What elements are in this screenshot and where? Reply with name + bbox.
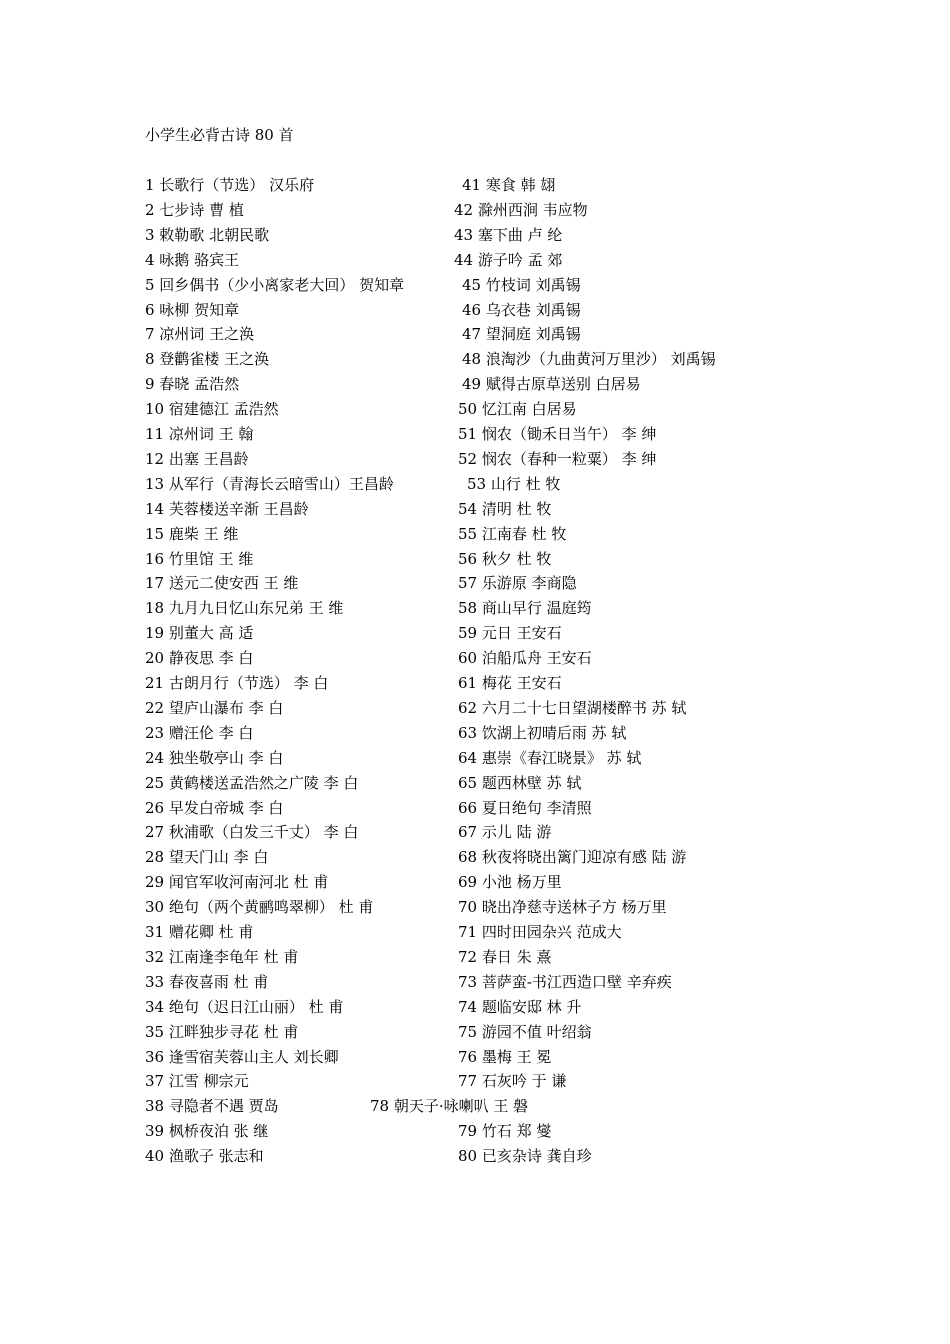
- poem-entry: 30 绝句（两个黄鹂鸣翠柳） 杜 甫: [145, 898, 374, 917]
- poem-entry: 1 长歌行（节选） 汉乐府: [145, 176, 315, 194]
- poem-entry: 17 送元二使安西 王 维: [145, 574, 299, 593]
- poem-entry: 55 江南春 杜 牧: [458, 524, 567, 543]
- poem-entry: 69 小池 杨万里: [458, 873, 562, 892]
- poem-entry: 27 秋浦歌（白发三千丈） 李 白: [145, 823, 359, 842]
- poem-entry: 77 石灰吟 于 谦: [458, 1072, 567, 1091]
- poem-entry: 15 鹿柴 王 维: [145, 524, 239, 543]
- poem-entry: 22 望庐山瀑布 李 白: [145, 698, 284, 717]
- poem-entry: 16 竹里馆 王 维: [145, 549, 254, 568]
- poem-entry: 14 芙蓉楼送辛渐 王昌龄: [145, 499, 309, 518]
- poem-entry: 4 咏鹅 骆宾王: [145, 250, 240, 269]
- poem-entry: 46 乌衣巷 刘禹锡: [462, 300, 581, 319]
- poem-entry: 24 独坐敬亭山 李 白: [145, 748, 284, 767]
- poem-entry: 23 赠汪伦 李 白: [145, 723, 254, 742]
- poem-entry: 38 寻隐者不遇 贾岛: [145, 1097, 279, 1116]
- poem-entry: 75 游园不值 叶绍翁: [458, 1022, 592, 1041]
- poem-entry: 58 商山早行 温庭筠: [458, 599, 592, 618]
- poem-entry: 44 游子吟 孟 郊: [454, 250, 563, 269]
- poem-entry: 71 四时田园杂兴 范成大: [458, 923, 622, 941]
- poem-entry: 41 寒食 韩 翃: [462, 176, 556, 194]
- poem-entry: 12 出塞 王昌龄: [145, 449, 249, 468]
- poem-entry: 60 泊船瓜舟 王安石: [458, 649, 592, 668]
- poem-entry: 6 咏柳 贺知章: [145, 300, 240, 319]
- poem-entry: 70 晓出净慈寺送林子方 杨万里: [458, 898, 667, 917]
- poem-entry: 42 滁州西涧 韦应物: [454, 200, 588, 219]
- poem-entry: 66 夏日绝句 李清照: [458, 798, 592, 817]
- poem-entry: 11 凉州词 王 翰: [145, 425, 254, 443]
- poem-entry: 78 朝天子·咏喇叭 王 磐: [370, 1097, 529, 1116]
- poem-entry: 39 枫桥夜泊 张 继: [145, 1122, 269, 1141]
- poem-entry: 18 九月九日忆山东兄弟 王 维: [145, 599, 344, 618]
- poem-entry: 73 菩萨蛮-书江西造口壁 辛弃疾: [458, 972, 672, 991]
- poem-entry: 52 悯农（春种一粒粟） 李 绅: [458, 449, 657, 468]
- poem-entry: 67 示儿 陆 游: [458, 823, 552, 842]
- poem-entry: 8 登鹳雀楼 王之涣: [145, 350, 270, 369]
- poem-entry: 61 梅花 王安石: [458, 674, 562, 692]
- poem-entry: 48 浪淘沙（九曲黄河万里沙） 刘禹锡: [462, 350, 716, 369]
- poem-entry: 54 清明 杜 牧: [458, 499, 552, 518]
- poem-entry: 45 竹枝词 刘禹锡: [462, 275, 581, 294]
- poem-entry: 34 绝句（迟日江山丽） 杜 甫: [145, 997, 344, 1016]
- poem-entry: 13 从军行（青海长云暗雪山）王昌龄: [145, 474, 394, 493]
- poem-entry: 29 闻官军收河南河北 杜 甫: [145, 873, 329, 892]
- poem-entry: 5 回乡偶书（少小离家老大回） 贺知章: [145, 275, 405, 294]
- poem-entry: 62 六月二十七日望湖楼醉书 苏 轼: [458, 698, 687, 717]
- poem-entry: 32 江南逢李龟年 杜 甫: [145, 947, 299, 966]
- poem-entry: 56 秋夕 杜 牧: [458, 549, 552, 568]
- poem-entry: 2 七步诗 曹 植: [145, 200, 244, 219]
- poem-entry: 68 秋夜将晓出篱门迎凉有感 陆 游: [458, 848, 687, 867]
- poem-entry: 33 春夜喜雨 杜 甫: [145, 972, 269, 991]
- poem-entry: 26 早发白帝城 李 白: [145, 798, 284, 817]
- poem-entry: 20 静夜思 李 白: [145, 649, 254, 668]
- poem-entry: 57 乐游原 李商隐: [458, 574, 577, 593]
- poem-entry: 28 望天门山 李 白: [145, 848, 269, 867]
- document-title: 小学生必背古诗 80 首: [145, 126, 294, 144]
- poem-entry: 63 饮湖上初晴后雨 苏 轼: [458, 723, 627, 742]
- poem-entry: 40 渔歌子 张志和: [145, 1147, 264, 1166]
- poem-entry: 51 悯农（锄禾日当午） 李 绅: [458, 425, 657, 443]
- poem-entry: 53 山行 杜 牧: [467, 474, 561, 493]
- poem-entry: 50 忆江南 白居易: [458, 400, 577, 419]
- poem-entry: 25 黄鹤楼送孟浩然之广陵 李 白: [145, 773, 359, 792]
- poem-entry: 31 赠花卿 杜 甫: [145, 923, 254, 941]
- poem-entry: 59 元日 王安石: [458, 624, 562, 643]
- poem-entry: 74 题临安邸 林 升: [458, 997, 582, 1016]
- poem-entry: 64 惠崇《春江晓景》 苏 轼: [458, 748, 642, 767]
- poem-entry: 3 敕勒歌 北朝民歌: [145, 225, 270, 244]
- poem-entry: 19 别董大 高 适: [145, 624, 254, 643]
- poem-entry: 9 春晓 孟浩然: [145, 375, 240, 394]
- poem-entry: 72 春日 朱 熹: [458, 947, 552, 966]
- poem-entry: 36 逢雪宿芙蓉山主人 刘长卿: [145, 1047, 339, 1066]
- poem-entry: 21 古朗月行（节选） 李 白: [145, 674, 329, 692]
- poem-entry: 47 望洞庭 刘禹锡: [462, 325, 581, 344]
- poem-entry: 79 竹石 郑 燮: [458, 1122, 552, 1141]
- poem-entry: 76 墨梅 王 冕: [458, 1047, 552, 1066]
- poem-entry: 65 题西林壁 苏 轼: [458, 773, 582, 792]
- poem-entry: 35 江畔独步寻花 杜 甫: [145, 1022, 299, 1041]
- poem-entry: 37 江雪 柳宗元: [145, 1072, 249, 1091]
- poem-entry: 10 宿建德江 孟浩然: [145, 400, 279, 419]
- poem-entry: 7 凉州词 王之涣: [145, 325, 255, 344]
- poem-entry: 49 赋得古原草送别 白居易: [462, 375, 641, 394]
- poem-entry: 43 塞下曲 卢 纶: [454, 225, 563, 244]
- poem-entry: 80 已亥杂诗 龚自珍: [458, 1147, 592, 1166]
